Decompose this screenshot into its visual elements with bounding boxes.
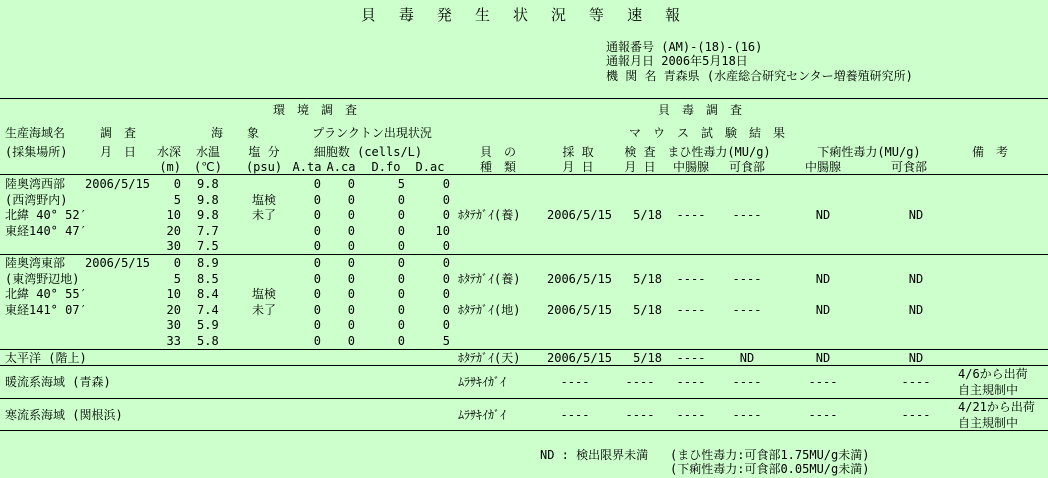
ata-cell: 0 bbox=[313, 318, 321, 333]
temp-cell: 7.4 bbox=[197, 302, 219, 317]
site2-toxin2-exam-date: 5/18 bbox=[633, 303, 662, 317]
salinity-cell: 塩検 bbox=[251, 192, 276, 207]
pacific-toxin-sampling-date: 2006/5/15 bbox=[547, 351, 613, 365]
site2-toxin1-psp-edible: ---- bbox=[732, 272, 762, 286]
ata-cell: 0 bbox=[313, 287, 321, 302]
report-date: 通報月日 2006年5月18日 bbox=[606, 54, 748, 68]
site2-toxin2-kind: ﾎﾀﾃｶﾞｲ(地) bbox=[458, 303, 521, 317]
header-area: 生産海域名 bbox=[5, 126, 66, 140]
site2-toxin2-dsp-edible: ND bbox=[908, 303, 924, 317]
header-cells: 細胞数 (cells/L) bbox=[313, 145, 423, 159]
dfo-cell: 0 bbox=[397, 239, 405, 254]
temp-cell: 5.9 bbox=[197, 318, 219, 333]
site1-lon: 東経140° 47′ bbox=[5, 223, 87, 238]
header-monthday: 月 日 bbox=[99, 145, 136, 159]
site1-place: (西湾野内) bbox=[5, 192, 68, 207]
note-nd: ND : 検出限界未満 bbox=[540, 448, 649, 462]
header-temp-unit: (℃) bbox=[194, 160, 222, 174]
note-dsp: (下痢性毒力:可食部0.05MU/g未満) bbox=[670, 462, 870, 476]
pacific-toxin-dsp-gland: ND bbox=[815, 351, 831, 365]
aca-cell: 0 bbox=[347, 334, 355, 348]
rule-header bbox=[0, 174, 1048, 175]
rule-site2 bbox=[0, 349, 1048, 350]
header-plankton: プランクトン出現状況 bbox=[312, 126, 432, 140]
site1-toxin-psp-gland: ---- bbox=[676, 208, 706, 222]
dac-cell: 0 bbox=[442, 287, 450, 302]
depth-cell: 33 bbox=[166, 334, 181, 348]
dac-cell: 0 bbox=[442, 177, 450, 191]
pacific-toxin-kind: ﾎﾀﾃｶﾞｲ(天) bbox=[458, 351, 521, 365]
ata-cell: 0 bbox=[313, 192, 321, 207]
ata-cell: 0 bbox=[313, 239, 321, 254]
warm-dash-4: ---- bbox=[808, 375, 838, 389]
aca-cell: 0 bbox=[347, 192, 355, 207]
header-env: 環 境 調 査 bbox=[272, 103, 357, 117]
dfo-cell: 0 bbox=[397, 318, 405, 333]
rule-top bbox=[0, 98, 1048, 99]
depth-cell: 30 bbox=[166, 239, 181, 254]
report-number: 通報番号 (AM)-(18)-(16) bbox=[606, 40, 763, 54]
dac-cell: 0 bbox=[442, 192, 450, 207]
site1-toxin-kind: ﾎﾀﾃｶﾞｲ(養) bbox=[458, 208, 521, 222]
temp-cell: 9.8 bbox=[197, 208, 219, 223]
header-sp1: A.ta bbox=[292, 160, 322, 174]
cold-dash-5: ---- bbox=[901, 408, 931, 422]
temp-cell: 7.5 bbox=[197, 239, 219, 254]
pacific-toxin-psp-gland: ---- bbox=[676, 351, 706, 365]
dfo-cell: 0 bbox=[397, 223, 405, 238]
header-edible: 可食部 bbox=[728, 160, 765, 174]
header-toxin: 貝 毒 調 査 bbox=[657, 103, 742, 117]
warm-remark1: 4/6から出荷 bbox=[958, 367, 1028, 381]
dac-cell: 5 bbox=[442, 334, 450, 348]
header-depth: 水深 bbox=[156, 145, 181, 159]
site1-toxin-psp-edible: ---- bbox=[732, 208, 762, 222]
dac-cell: 0 bbox=[442, 302, 450, 317]
site2-lat: 北緯 40° 55′ bbox=[5, 287, 87, 302]
site2-toxin1-psp-gland: ---- bbox=[676, 272, 706, 286]
header-edible2: 可食部 bbox=[890, 160, 927, 174]
warm-dash-2: ---- bbox=[676, 375, 706, 389]
dac-cell: 0 bbox=[442, 318, 450, 333]
aca-cell: 0 bbox=[347, 287, 355, 302]
site2-toxin2-psp-gland: ---- bbox=[676, 303, 706, 317]
dac-cell: 0 bbox=[442, 239, 450, 254]
dfo-cell: 0 bbox=[397, 208, 405, 223]
dfo-cell: 0 bbox=[397, 192, 405, 207]
ata-cell: 0 bbox=[313, 177, 321, 191]
header-sp2: A.ca bbox=[326, 160, 356, 174]
aca-cell: 0 bbox=[347, 208, 355, 223]
dfo-cell: 0 bbox=[397, 271, 405, 286]
header-remarks: 備 考 bbox=[971, 145, 1008, 159]
rule-site1 bbox=[0, 254, 1048, 255]
site2-toxin2-dsp-gland: ND bbox=[815, 303, 831, 317]
site2-date: 2006/5/15 bbox=[85, 256, 151, 270]
temp-cell: 8.5 bbox=[197, 271, 219, 286]
pacific-toxin-exam-date: 5/18 bbox=[633, 351, 662, 365]
cold-dash-1: ---- bbox=[625, 408, 655, 422]
header-dsp: 下痢性毒力(MU/g) bbox=[817, 145, 921, 159]
site2-toxin1-kind: ﾎﾀﾃｶﾞｲ(養) bbox=[458, 272, 521, 286]
temp-cell: 7.7 bbox=[197, 223, 219, 238]
header-exam: 検 査 bbox=[624, 145, 656, 159]
warm-name: 暖流系海域 (青森) bbox=[5, 375, 111, 389]
aca-cell: 0 bbox=[347, 223, 355, 238]
depth-cell: 30 bbox=[166, 318, 181, 333]
rule-pacific bbox=[0, 365, 1048, 366]
header-mouse: マ ウ ス 試 験 結 果 bbox=[628, 126, 785, 140]
cold-kind: ﾑﾗｻｷｲｶﾞｲ bbox=[458, 408, 507, 422]
header-temp: 水温 bbox=[195, 145, 220, 159]
site2-toxin1-dsp-gland: ND bbox=[815, 272, 831, 286]
warm-kind: ﾑﾗｻｷｲｶﾞｲ bbox=[458, 375, 507, 389]
header-salinity-unit: (psu) bbox=[245, 160, 283, 174]
depth-cell: 0 bbox=[173, 177, 181, 191]
cold-dash-4: ---- bbox=[808, 408, 838, 422]
aca-cell: 0 bbox=[347, 177, 355, 191]
report-org: 機 関 名 青森県 (水産総合研究センター増養殖研究所) bbox=[606, 69, 913, 83]
header-shell: 貝 の bbox=[479, 145, 516, 159]
ata-cell: 0 bbox=[313, 256, 321, 270]
salinity-cell: 塩検 bbox=[251, 287, 276, 302]
dac-cell: 10 bbox=[435, 223, 450, 238]
cold-dash-2: ---- bbox=[676, 408, 706, 422]
header-depth-unit: (m) bbox=[159, 160, 181, 174]
site2-toxin1-exam-date: 5/18 bbox=[633, 272, 662, 286]
report-title: 貝 毒 発 生 状 況 等 速 報 bbox=[360, 6, 688, 24]
depth-cell: 5 bbox=[173, 192, 181, 207]
dac-cell: 0 bbox=[442, 256, 450, 270]
temp-cell: 5.8 bbox=[197, 334, 219, 348]
pacific-name: 太平洋 (階上) bbox=[5, 351, 87, 365]
pacific-toxin-psp-edible: ND bbox=[739, 351, 755, 365]
cold-remark2: 自主規制中 bbox=[958, 416, 1019, 430]
header-gland: 中腸腺 bbox=[672, 160, 709, 174]
site2-place: (東湾野辺地) bbox=[5, 271, 80, 286]
depth-cell: 10 bbox=[166, 208, 181, 223]
site2-name: 陸奥湾東部 bbox=[5, 256, 66, 270]
dfo-cell: 0 bbox=[397, 302, 405, 317]
ata-cell: 0 bbox=[313, 271, 321, 286]
rule-cold bbox=[0, 430, 1048, 431]
depth-cell: 0 bbox=[173, 256, 181, 270]
site2-toxin2-psp-edible: ---- bbox=[732, 303, 762, 317]
temp-cell: 9.8 bbox=[197, 177, 219, 191]
dfo-cell: 0 bbox=[397, 334, 405, 348]
warm-dash-5: ---- bbox=[901, 375, 931, 389]
ata-cell: 0 bbox=[313, 208, 321, 223]
depth-cell: 10 bbox=[166, 287, 181, 302]
header-sea: 海 象 bbox=[210, 126, 259, 140]
aca-cell: 0 bbox=[347, 302, 355, 317]
ata-cell: 0 bbox=[313, 302, 321, 317]
header-psp: まひ性毒力(MU/g) bbox=[667, 145, 771, 159]
dac-cell: 0 bbox=[442, 208, 450, 223]
warm-dash-0: ---- bbox=[560, 375, 590, 389]
dac-cell: 0 bbox=[442, 271, 450, 286]
site2-toxin1-dsp-edible: ND bbox=[908, 272, 924, 286]
warm-remark2: 自主規制中 bbox=[958, 383, 1019, 397]
pacific-toxin-dsp-edible: ND bbox=[908, 351, 924, 365]
aca-cell: 0 bbox=[347, 318, 355, 333]
site1-toxin-dsp-edible: ND bbox=[908, 208, 924, 222]
temp-cell: 8.9 bbox=[197, 256, 219, 270]
header-sp3: D.fo bbox=[371, 160, 401, 174]
site1-toxin-dsp-gland: ND bbox=[815, 208, 831, 222]
dfo-cell: 5 bbox=[397, 177, 405, 191]
site1-lat: 北緯 40° 52′ bbox=[5, 208, 87, 223]
cold-remark1: 4/21から出荷 bbox=[958, 400, 1035, 414]
header-salinity: 塩 分 bbox=[248, 145, 280, 159]
site2-toxin2-sampling-date: 2006/5/15 bbox=[547, 303, 613, 317]
depth-cell: 20 bbox=[166, 223, 181, 238]
header-exam-date: 月 日 bbox=[624, 160, 656, 174]
aca-cell: 0 bbox=[347, 271, 355, 286]
rule-warm bbox=[0, 398, 1048, 399]
note-psp: (まひ性毒力:可食部1.75MU/g未満) bbox=[670, 448, 870, 462]
site2-lon: 東経141° 07′ bbox=[5, 302, 87, 317]
site1-toxin-exam-date: 5/18 bbox=[633, 208, 662, 222]
header-sampling: 採 取 bbox=[562, 145, 594, 159]
aca-cell: 0 bbox=[347, 239, 355, 254]
header-sp4: D.ac bbox=[415, 160, 445, 174]
cold-name: 寒流系海域 (関根浜) bbox=[5, 408, 123, 422]
site2-toxin1-sampling-date: 2006/5/15 bbox=[547, 272, 613, 286]
header-survey: 調 査 bbox=[99, 126, 136, 140]
dfo-cell: 0 bbox=[397, 256, 405, 270]
salinity-cell: 未了 bbox=[251, 302, 276, 317]
cold-dash-3: ---- bbox=[732, 408, 762, 422]
header-site: (採集場所) bbox=[5, 145, 68, 159]
aca-cell: 0 bbox=[347, 256, 355, 270]
header-sampling-date: 月 日 bbox=[562, 160, 594, 174]
site1-date: 2006/5/15 bbox=[85, 177, 151, 191]
cold-dash-0: ---- bbox=[560, 408, 590, 422]
site1-name: 陸奥湾西部 bbox=[5, 177, 66, 191]
header-kind: 種 類 bbox=[479, 160, 516, 174]
salinity-cell: 未了 bbox=[251, 208, 276, 223]
temp-cell: 9.8 bbox=[197, 192, 219, 207]
warm-dash-3: ---- bbox=[732, 375, 762, 389]
warm-dash-1: ---- bbox=[625, 375, 655, 389]
header-gland2: 中腸腺 bbox=[804, 160, 841, 174]
temp-cell: 8.4 bbox=[197, 287, 219, 302]
dfo-cell: 0 bbox=[397, 287, 405, 302]
site1-toxin-sampling-date: 2006/5/15 bbox=[547, 208, 613, 222]
depth-cell: 20 bbox=[166, 302, 181, 317]
ata-cell: 0 bbox=[313, 334, 321, 348]
depth-cell: 5 bbox=[173, 271, 181, 286]
ata-cell: 0 bbox=[313, 223, 321, 238]
